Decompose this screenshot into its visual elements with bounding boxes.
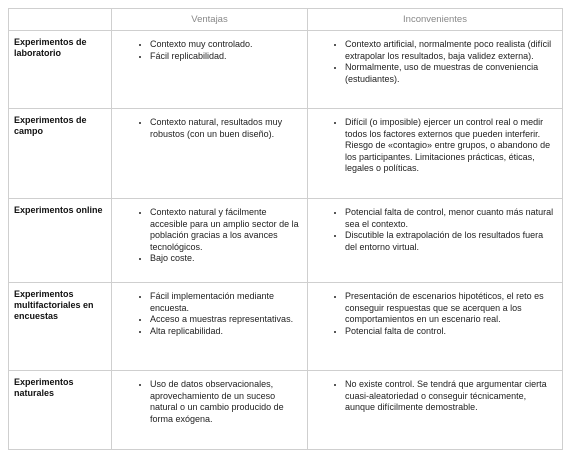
list-item: • Contexto natural, resultados muy robustos (con un buen diseño). <box>150 117 301 140</box>
list-item: • Normalmente, uso de muestras de conveniencia (estudiantes). <box>345 62 556 85</box>
comparison-table <box>8 8 563 450</box>
list-item: • Fácil replicabilidad. <box>150 51 301 63</box>
inconvenientes-cell <box>308 283 563 371</box>
list-item: • Fácil implementación mediante encuesta. <box>150 291 301 314</box>
table-row <box>9 109 563 199</box>
list-item: • Contexto artificial, normalmente poco realista (difícil extrapolar los resultados, baja validez externa). <box>345 39 556 62</box>
list-item: • Discutible la extrapolación de los resultados fuera del entorno virtual. <box>345 230 556 253</box>
ventajas-cell <box>112 371 308 450</box>
ventajas-cell <box>112 283 308 371</box>
list-item: • Contexto muy controlado. <box>150 39 301 51</box>
header-empty <box>9 9 112 31</box>
table-row <box>9 371 563 450</box>
list-item: • Difícil (o imposible) ejercer un control real o medir todos los factores externos que pueden interferir. Riesgo de «contagio» entre grupos, o abandono de los participantes. Limitaciones prácticas, éticas, legales o políticas. <box>345 117 556 175</box>
list-item: • Potencial falta de control, menor cuanto más natural sea el contexto. <box>345 207 556 230</box>
inconvenientes-cell <box>308 199 563 283</box>
header-inconvenientes: Inconvenientes <box>308 9 563 31</box>
header-row <box>9 9 563 31</box>
list-item: • Bajo coste. <box>150 253 301 265</box>
row-label: Experimentos naturales <box>9 371 112 450</box>
list-item: • Potencial falta de control. <box>345 326 556 338</box>
row-label: Experimentos de campo <box>9 109 112 199</box>
ventajas-cell <box>112 31 308 109</box>
ventajas-cell <box>112 199 308 283</box>
list-item: • Uso de datos observacionales, aprovechamiento de un suceso natural o un cambio producido de forma exógena. <box>150 379 301 425</box>
inconvenientes-cell <box>308 371 563 450</box>
table-row <box>9 31 563 109</box>
list-item: • Alta replicabilidad. <box>150 326 301 338</box>
list-item: • Acceso a muestras representativas. <box>150 314 301 326</box>
row-label: Experimentos de laboratorio <box>9 31 112 109</box>
list-item: • Presentación de escenarios hipotéticos, el reto es conseguir respuestas que se acerquen a los comportamientos en un escenario real. <box>345 291 556 326</box>
inconvenientes-cell <box>308 109 563 199</box>
list-item: • Contexto natural y fácilmente accesible para un amplio sector de la población gracias a los avances tecnológicos. <box>150 207 301 253</box>
inconvenientes-cell <box>308 31 563 109</box>
row-label: Experimentos online <box>9 199 112 283</box>
header-ventajas: Ventajas <box>112 9 308 31</box>
list-item: • No existe control. Se tendrá que argumentar cierta cuasi-aleatoriedad o conseguir técnicamente, aunque difícilmente demostrable. <box>345 379 556 414</box>
table-row <box>9 283 563 371</box>
ventajas-cell <box>112 109 308 199</box>
table-row <box>9 199 563 283</box>
row-label: Experimentos multifactoriales en encuestas <box>9 283 112 371</box>
